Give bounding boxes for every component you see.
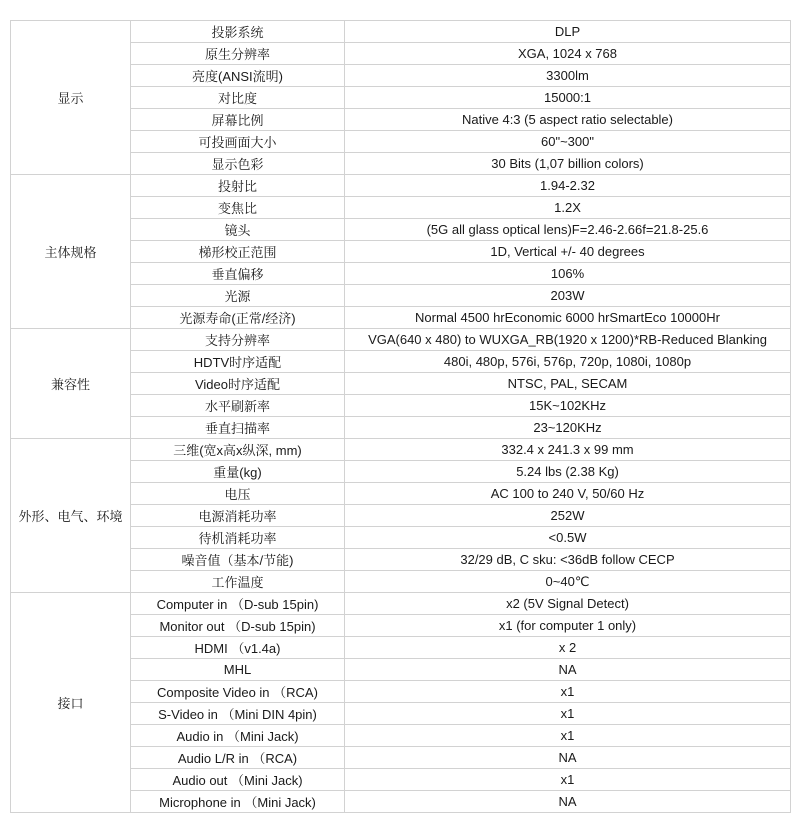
spec-label: Composite Video in （RCA) bbox=[131, 681, 345, 703]
spec-label: Microphone in （Mini Jack) bbox=[131, 791, 345, 813]
spec-value: AC 100 to 240 V, 50/60 Hz bbox=[345, 483, 791, 505]
spec-value: 3300lm bbox=[345, 65, 791, 87]
spec-value: (5G all glass optical lens)F=2.46-2.66f=21.8-25.6 bbox=[345, 219, 791, 241]
spec-table-body bbox=[11, 21, 791, 813]
spec-label: 待机消耗功率 bbox=[131, 527, 345, 549]
spec-label: 水平刷新率 bbox=[131, 395, 345, 417]
spec-value: NA bbox=[345, 747, 791, 769]
spec-value: 332.4 x 241.3 x 99 mm bbox=[345, 439, 791, 461]
spec-value: Normal 4500 hrEconomic 6000 hrSmartEco 10000Hr bbox=[345, 307, 791, 329]
spec-label: 变焦比 bbox=[131, 197, 345, 219]
spec-label: 电压 bbox=[131, 483, 345, 505]
spec-value: 15K~102KHz bbox=[345, 395, 791, 417]
category-cell: 主体规格 bbox=[11, 175, 131, 329]
spec-value: 1.94-2.32 bbox=[345, 175, 791, 197]
spec-value: NTSC, PAL, SECAM bbox=[345, 373, 791, 395]
spec-label: 工作温度 bbox=[131, 571, 345, 593]
spec-value: 15000:1 bbox=[345, 87, 791, 109]
spec-label: 镜头 bbox=[131, 219, 345, 241]
spec-value: x1 bbox=[345, 681, 791, 703]
spec-label: 垂直扫描率 bbox=[131, 417, 345, 439]
spec-value: 60"~300" bbox=[345, 131, 791, 153]
spec-value: DLP bbox=[345, 21, 791, 43]
spec-value: x 2 bbox=[345, 637, 791, 659]
spec-value: 32/29 dB, C sku: <36dB follow CECP bbox=[345, 549, 791, 571]
category-cell: 显示 bbox=[11, 21, 131, 175]
spec-label: 重量(kg) bbox=[131, 461, 345, 483]
spec-value: 5.24 lbs (2.38 Kg) bbox=[345, 461, 791, 483]
spec-value: x1 bbox=[345, 725, 791, 747]
spec-label: 屏幕比例 bbox=[131, 109, 345, 131]
spec-row bbox=[11, 329, 791, 351]
spec-row bbox=[11, 593, 791, 615]
spec-label: Video时序适配 bbox=[131, 373, 345, 395]
category-cell: 兼容性 bbox=[11, 329, 131, 439]
spec-value: NA bbox=[345, 659, 791, 681]
spec-value: VGA(640 x 480) to WUXGA_RB(1920 x 1200)*RB-Reduced Blanking bbox=[345, 329, 791, 351]
spec-value: 1D, Vertical +/- 40 degrees bbox=[345, 241, 791, 263]
spec-label: 光源寿命(正常/经济) bbox=[131, 307, 345, 329]
spec-label: Audio out （Mini Jack) bbox=[131, 769, 345, 791]
spec-label: 支持分辨率 bbox=[131, 329, 345, 351]
spec-value: 0~40℃ bbox=[345, 571, 791, 593]
spec-table bbox=[10, 20, 791, 813]
spec-row bbox=[11, 439, 791, 461]
spec-label: 原生分辨率 bbox=[131, 43, 345, 65]
spec-value: 203W bbox=[345, 285, 791, 307]
spec-label: Computer in （D-sub 15pin) bbox=[131, 593, 345, 615]
spec-label: 光源 bbox=[131, 285, 345, 307]
spec-value: Native 4:3 (5 aspect ratio selectable) bbox=[345, 109, 791, 131]
spec-value: x1 (for computer 1 only) bbox=[345, 615, 791, 637]
spec-value: 23~120KHz bbox=[345, 417, 791, 439]
spec-value: x1 bbox=[345, 703, 791, 725]
spec-label: 显示色彩 bbox=[131, 153, 345, 175]
spec-label: HDMI （v1.4a) bbox=[131, 637, 345, 659]
spec-value: NA bbox=[345, 791, 791, 813]
spec-label: 梯形校正范围 bbox=[131, 241, 345, 263]
spec-label: 电源消耗功率 bbox=[131, 505, 345, 527]
spec-label: MHL bbox=[131, 659, 345, 681]
spec-label: 亮度(ANSI流明) bbox=[131, 65, 345, 87]
spec-value: XGA, 1024 x 768 bbox=[345, 43, 791, 65]
spec-value: 252W bbox=[345, 505, 791, 527]
spec-value: 1.2X bbox=[345, 197, 791, 219]
spec-value: <0.5W bbox=[345, 527, 791, 549]
spec-label: 垂直偏移 bbox=[131, 263, 345, 285]
spec-label: 对比度 bbox=[131, 87, 345, 109]
spec-label: 噪音值（基本/节能) bbox=[131, 549, 345, 571]
spec-value: x2 (5V Signal Detect) bbox=[345, 593, 791, 615]
spec-value: 106% bbox=[345, 263, 791, 285]
spec-value: 30 Bits (1,07 billion colors) bbox=[345, 153, 791, 175]
spec-label: Monitor out （D-sub 15pin) bbox=[131, 615, 345, 637]
spec-label: Audio in （Mini Jack) bbox=[131, 725, 345, 747]
spec-label: 三维(宽x高x纵深, mm) bbox=[131, 439, 345, 461]
spec-row bbox=[11, 175, 791, 197]
category-cell: 外形、电气、环境 bbox=[11, 439, 131, 593]
spec-label: S-Video in （Mini DIN 4pin) bbox=[131, 703, 345, 725]
spec-label: Audio L/R in （RCA) bbox=[131, 747, 345, 769]
spec-label: 投射比 bbox=[131, 175, 345, 197]
spec-label: 可投画面大小 bbox=[131, 131, 345, 153]
category-cell: 接口 bbox=[11, 593, 131, 813]
spec-value: x1 bbox=[345, 769, 791, 791]
spec-value: 480i, 480p, 576i, 576p, 720p, 1080i, 1080p bbox=[345, 351, 791, 373]
spec-label: 投影系统 bbox=[131, 21, 345, 43]
spec-label: HDTV时序适配 bbox=[131, 351, 345, 373]
spec-row bbox=[11, 21, 791, 43]
